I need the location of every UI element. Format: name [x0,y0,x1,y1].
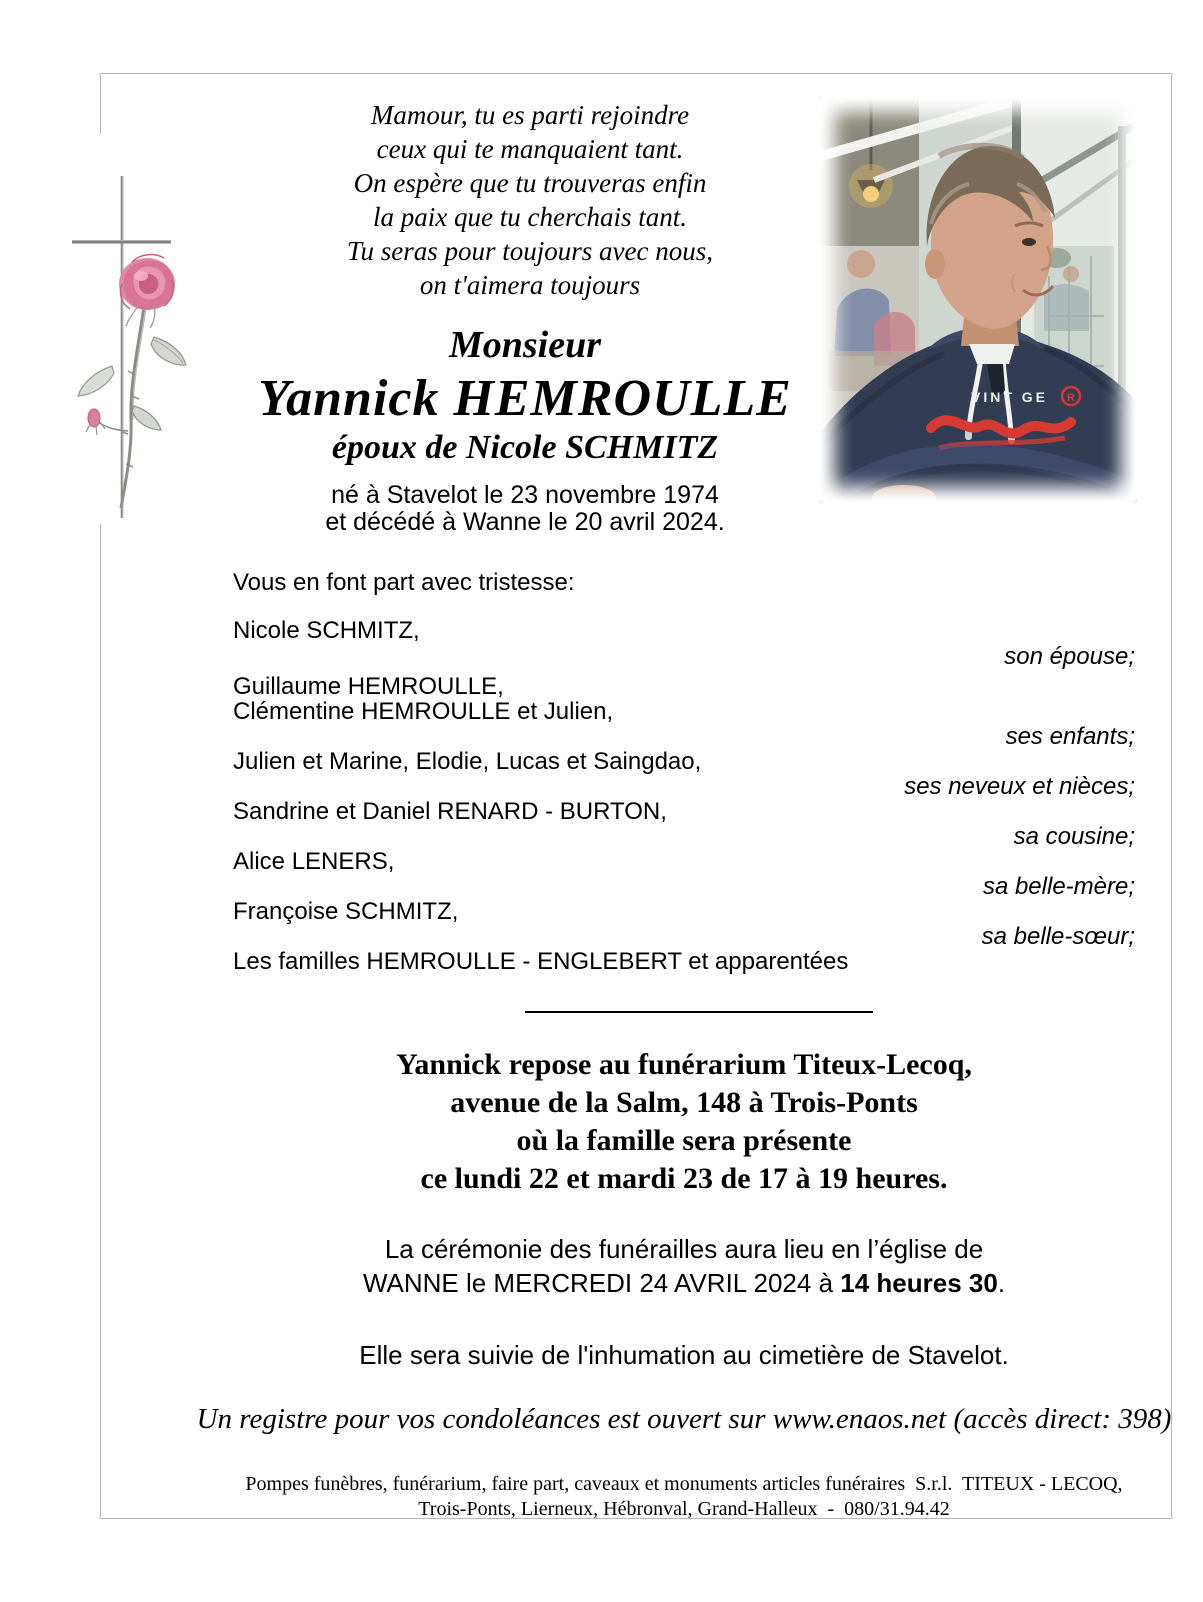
poem-line: Tu seras pour toujours avec nous, [346,236,714,266]
announcement-intro: Vous en font part avec tristesse: [233,569,575,596]
funeral-home-footer-line-2: Trois-Ponts, Lierneux, Hébronval, Grand-Halleux - 080/31.94.42 [418,1498,950,1520]
wake-info [164,1046,1203,1198]
family-name: Guillaume HEMROULLE, [233,673,504,700]
poem-line: on t'aimera toujours [419,270,641,300]
family-relation: son épouse; [1004,643,1135,670]
wake-line: avenue de la Salm, 148 à Trois-Ponts [450,1086,918,1119]
poem-line: On espère que tu trouveras enfin [353,168,707,198]
deceased-name: Yannick HEMROULLE [258,370,792,427]
burial-line: Elle sera suivie de l'inhumation au cimetière de Stavelot. [359,1340,1009,1370]
ceremony-line-1: La cérémonie des funérailles aura lieu en l’église de [384,1234,984,1264]
family-name: Françoise SCHMITZ, [233,898,459,925]
family-name: Nicole SCHMITZ, [233,617,420,644]
ceremony-time: 14 heures 30 [840,1268,998,1298]
family-name: Sandrine et Daniel RENARD - BURTON, [233,798,667,825]
ceremony-line-2-suffix: . [997,1268,1006,1298]
deceased-title: Monsieur [448,324,602,366]
death-line: et décédé à Wanne le 20 avril 2024. [325,508,725,536]
wake-line: où la famille sera présente [516,1124,852,1157]
deceased-spouse-line: époux de Nicole SCHMITZ [331,429,719,466]
condolences-registry-line: Un registre pour vos condoléances est ouvert sur www.enaos.net (accès direct: 398) [196,1403,1172,1435]
family-name: Clémentine HEMROULLE et Julien, [233,698,614,725]
birth-line: né à Stavelot le 23 novembre 1974 [331,481,719,509]
family-relation: sa belle-sœur; [981,923,1135,950]
family-relation: ses neveux et nièces; [904,773,1135,800]
family-name: Les familles HEMROULLE - ENGLEBERT et apparentées [233,948,849,975]
ceremony-line-2-prefix: WANNE le MERCREDI 24 AVRIL 2024 à [362,1268,841,1298]
svg-text:R: R [1067,392,1075,404]
family-relation: sa belle-mère; [982,873,1135,900]
ceremony-line-2 [164,1266,1203,1300]
poem-line: Mamour, tu es parti rejoindre [370,100,690,130]
wake-line: Yannick repose au funérarium Titeux-Lecoq, [396,1048,972,1081]
section-divider [525,1011,873,1013]
family-relation: sa cousine; [1013,823,1135,850]
family-name: Julien et Marine, Elodie, Lucas et Saingdao, [233,748,702,775]
family-relation: ses enfants; [1005,723,1135,750]
family-name: Alice LENERS, [233,848,395,875]
poem-line: ceux qui te manquaient tant. [376,134,684,164]
poem-line: la paix que tu cherchais tant. [373,202,687,232]
svg-text:VINT GE: VINT GE [971,389,1049,405]
memorial-poem [145,98,915,302]
funeral-home-footer-line-1: Pompes funèbres, funérarium, faire part, caveaux et monuments articles funéraires S.r.l. TITEUX - LECOQ, [245,1473,1123,1495]
wake-line: ce lundi 22 et mardi 23 de 17 à 19 heures. [420,1162,948,1195]
